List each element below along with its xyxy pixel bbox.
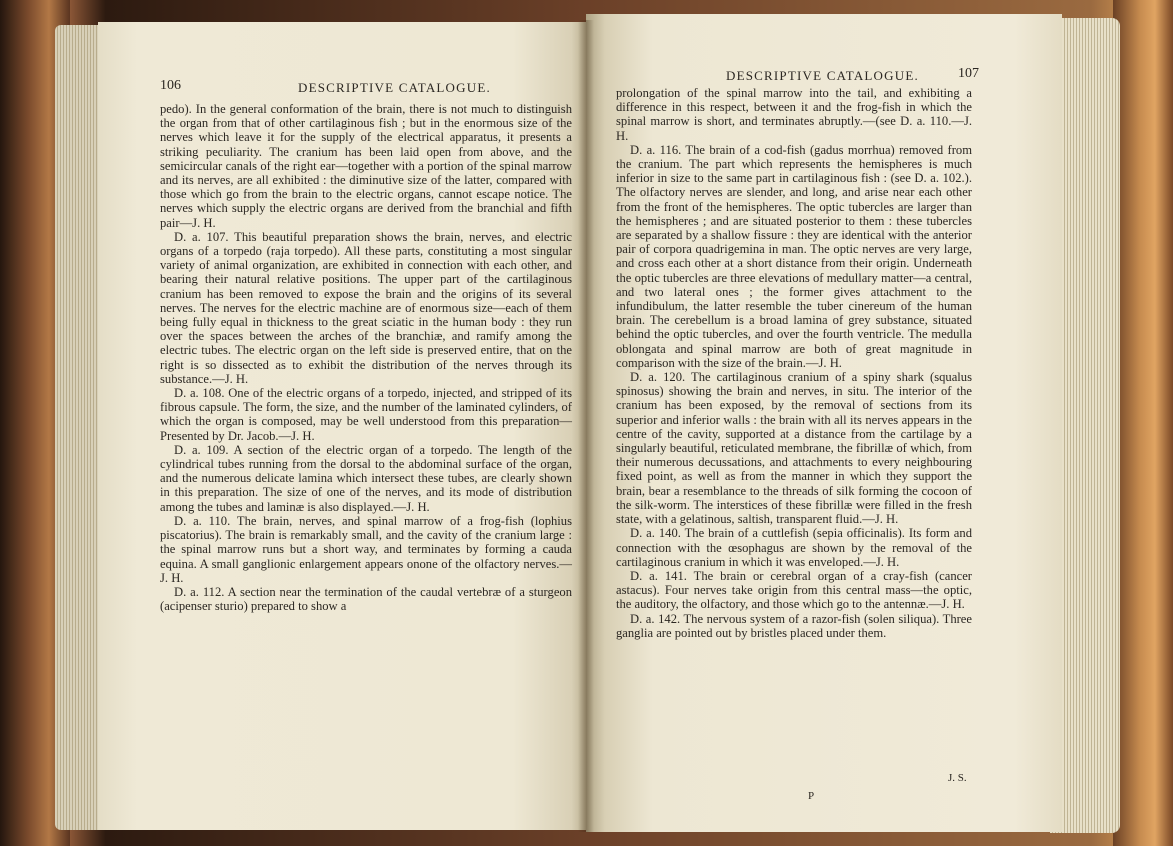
left-page-number: 106 <box>160 78 181 93</box>
right-page-number: 107 <box>958 66 979 81</box>
paragraph: D. a. 107. This beautiful preparation shows the brain, nerves, and electric organs of a torpedo (raja torpedo). All these parts, constituting a most singular variety of animal organization, are exhibited in connection with each other, and bearing their natural relative positions. The upper part of the cartilaginous cranium has been removed to expose the brain and the origins of its several nerves. The nerves for the electric machine are of enormous size—each of them being fully equal in thickness to the great sciatic in the human body : they run over the spaces between the arches of the branchiæ, and ramify among the electric tubes. The electric organ on the left side is preserved entire, that on the right is so dissected as to exhibit the distribution of the nerves through its substance.—J. H. <box>160 229 572 386</box>
initials-signature: J. S. <box>948 772 967 784</box>
right-running-head: DESCRIPTIVE CATALOGUE. <box>726 68 919 83</box>
right-page-body <box>616 86 972 640</box>
book-gutter <box>578 20 594 832</box>
paragraph: D. a. 110. The brain, nerves, and spinal marrow of a frog-fish (lophius piscatorius). The brain is remarkably small, and the cavity of the cranium large : the spinal marrow runs but a short way, and terminates by forming a cauda equina. A small ganglionic enlargement appears onone of the olfactory nerves.—J. H. <box>160 513 572 585</box>
signature-mark: P <box>808 790 815 802</box>
right-page <box>586 14 1062 832</box>
paragraph: prolongation of the spinal marrow into the tail, and exhibiting a difference in this respect, between it and the frog-fish in which the spinal marrow is short, and terminates abruptly.—(see D. a. 110.—J. H. <box>616 86 972 143</box>
left-page-body <box>160 102 572 613</box>
book-cover-right <box>1113 0 1173 846</box>
paragraph: D. a. 141. The brain or cerebral organ of a cray-fish (cancer astacus). Four nerves take origin from this central mass—the optic, the auditory, the olfactory, and those which go to the antennæ.—J. H. <box>616 568 972 612</box>
left-page <box>98 22 586 830</box>
paragraph: pedo). In the general conformation of the brain, there is not much to distinguish the organ from that of other cartilaginous fish ; but in the enormous size of the nerves which leave it for the supply of the electrical apparatus, it presents a striking peculiarity. The cranium has been laid open from above, and the semicircular canals of the right ear—together with a portion of the spinal marrow and its nerves, are all exhibited : the diminutive size of the latter, compared with those which go from the brain to the electric organs, cannot escape notice. The nerves which supply the electric organs are derived from the branchial and fifth pair—J. H. <box>160 102 572 230</box>
paragraph: D. a. 108. One of the electric organs of a torpedo, injected, and stripped of its fibrous capsule. The form, the size, and the number of the laminated cylinders, of which the organ is composed, may be well understood from this preparation—Presented by Dr. Jacob.—J. H. <box>160 386 572 443</box>
left-running-head: DESCRIPTIVE CATALOGUE. <box>298 80 491 95</box>
paragraph: D. a. 116. The brain of a cod-fish (gadus morrhua) removed from the cranium. The part which represents the hemispheres is much inferior in size to the same part in cartilaginous fish : (see D. a. 102.). The olfactory nerves are slender, and long, and arise near each other from the front of the hemispheres. The optic tubercles are larger than the hemispheres ; and are situated posterior to them : these tubercles are separated by a shallow fissure : they are identical with the anterior pair of corpora quadrigemina in man. The optic nerves are very large, and cross each other at a short distance from their origin. Underneath the optic tubercles are three elevations of medullary matter—a central, and two lateral ones ; the former gives attachment to the infundibulum, the latter resemble the tuber cinereum of the human brain. The cerebellum is a broad lamina of grey substance, situated behind the optic tubercles, and over the fourth ventricle. The medulla oblongata and spinal marrow are both of great magnitude in comparison with the size of the brain.—J. H. <box>616 142 972 370</box>
paragraph: D. a. 120. The cartilaginous cranium of a spiny shark (squalus spinosus) showing the brain and nerves, in situ. The interior of the cranium has been exposed, by the removal of sections from its superior and inferior walls : the brain with all its nerves appears in the centre of the cavity, supported at a distance from the cartilage by a singularly beautiful, reticulated membrane, the fibrillæ of which, from their numerous decussations, and attachments to every neighbouring fixed point, as well as from the manner in which they support the brain, bear a resemblance to the threads of silk forming the cocoon of the silk-worm. The interstices of these fibrillæ were filled in the fresh state, with a gelatinous, saltish, transparent fluid.—J. H. <box>616 370 972 527</box>
paragraph: D. a. 109. A section of the electric organ of a torpedo. The length of the cylindrical tubes running from the dorsal to the abdominal surface of the organ, and the numerous delicate lamina which intersect these tubes, are clearly shown in this preparation. The size of one of the nerves, and its mode of distribution among the tubes and laminæ is also displayed.—J. H. <box>160 442 572 514</box>
paragraph: D. a. 112. A section near the termination of the caudal vertebræ of a sturgeon (acipenser sturio) prepared to show a <box>160 584 572 614</box>
paragraph: D. a. 142. The nervous system of a razor-fish (solen siliqua). Three ganglia are pointed out by bristles placed under them. <box>616 611 972 640</box>
paragraph: D. a. 140. The brain of a cuttlefish (sepia officinalis). Its form and connection with the œsophagus are shown by the removal of the cartilaginous cranium in which it was enveloped.—J. H. <box>616 526 972 569</box>
